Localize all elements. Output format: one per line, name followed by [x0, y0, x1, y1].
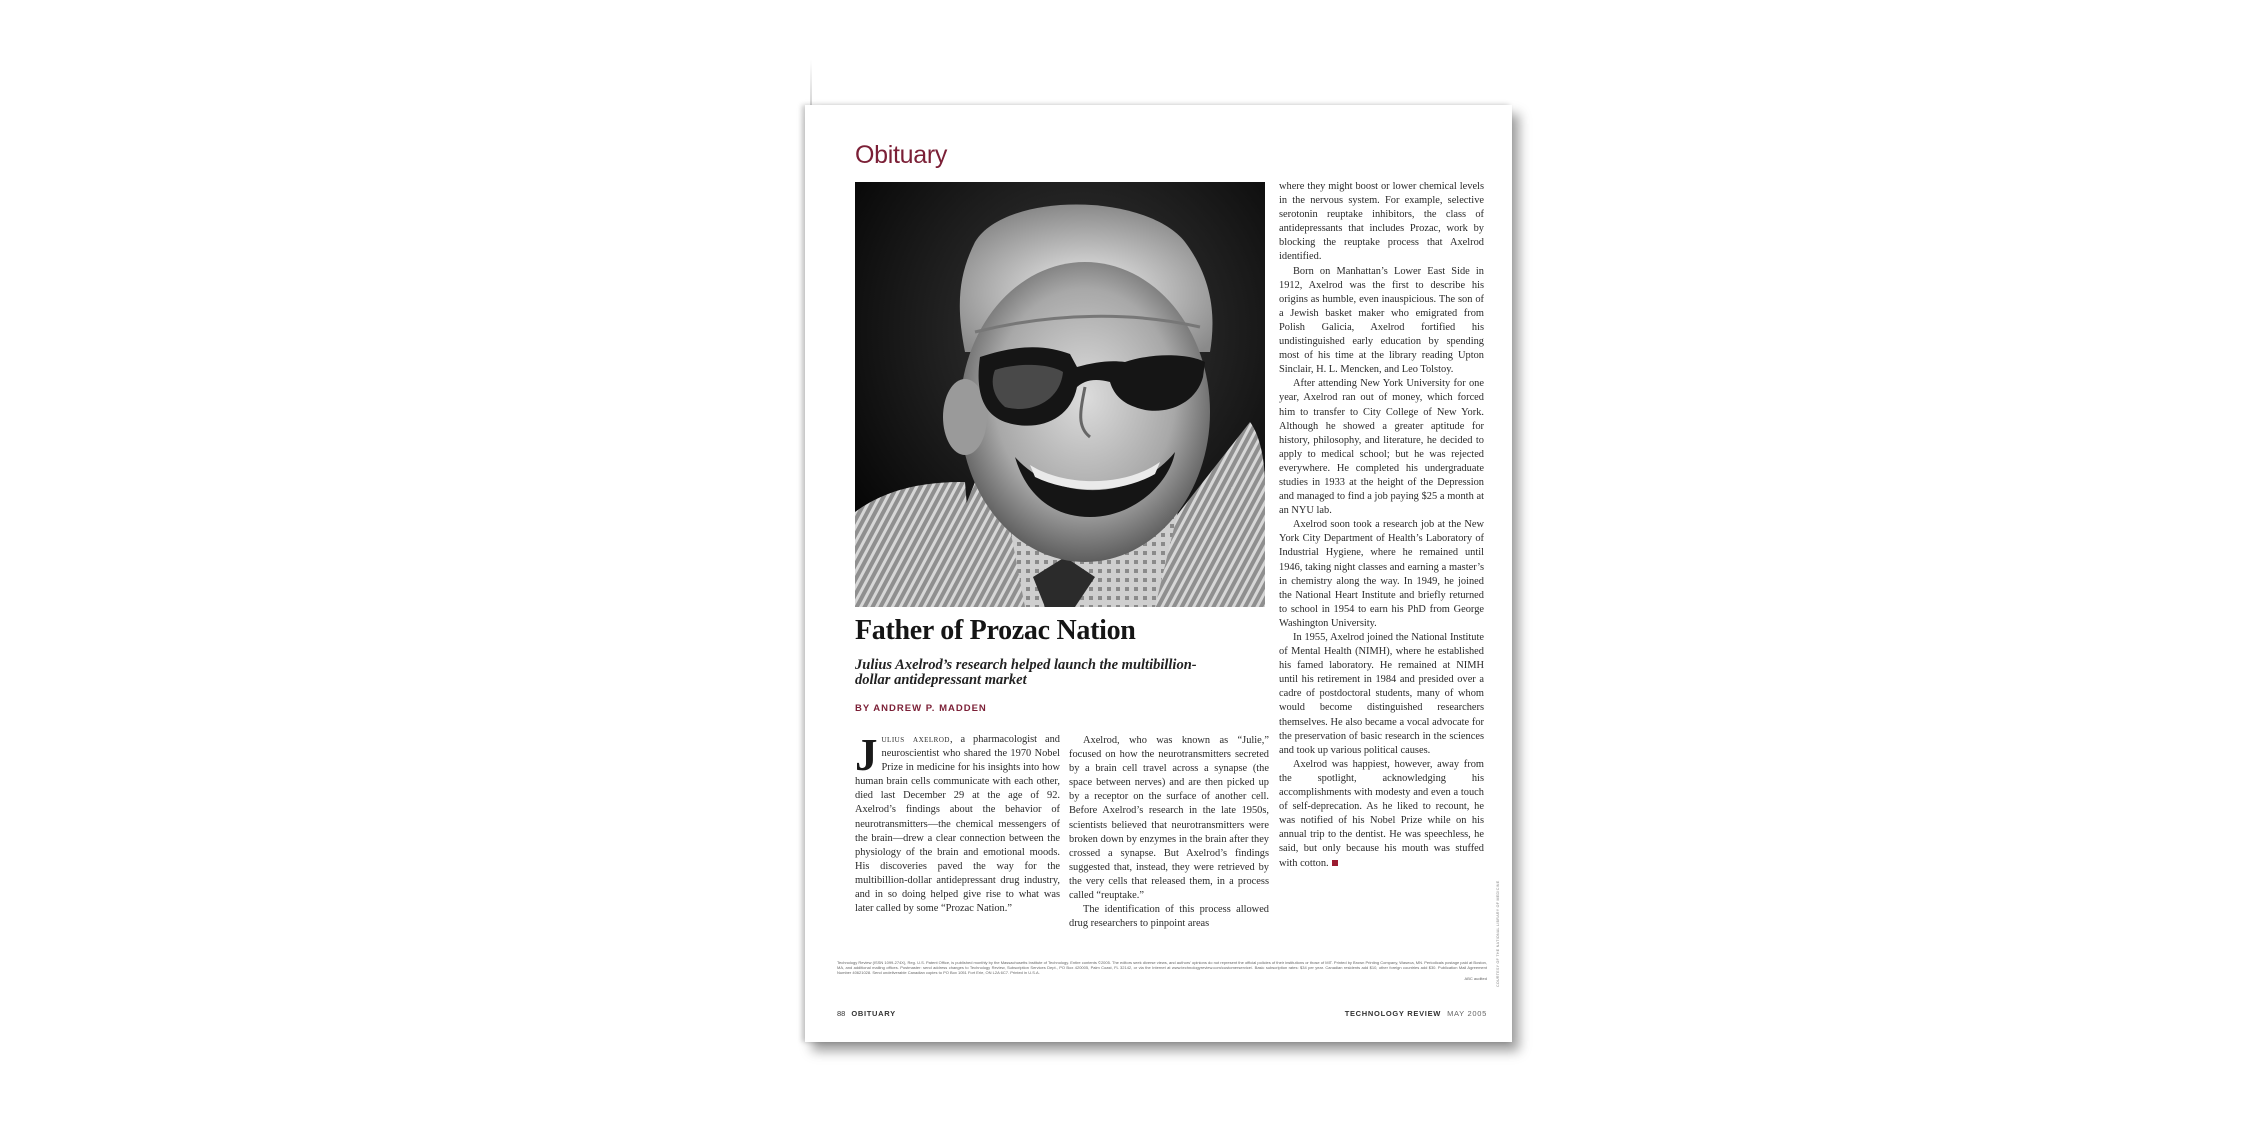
- footer-masthead: [1345, 1009, 1487, 1018]
- magazine-page: [805, 105, 1512, 1042]
- portrait-illustration: [855, 182, 1265, 607]
- folio: [837, 1009, 896, 1018]
- abc-audited: ABC audited: [1464, 975, 1487, 981]
- page-number: 88: [837, 1009, 846, 1018]
- section-label: Obituary: [855, 141, 948, 169]
- fine-print-text: Technology Review (ISSN 1099-274X), Reg. U.S. Patent Office, is published monthly by the Massachusetts Institute of Technology. Entire contents ©2005. The editors seek diverse views, and authors’ opinions do not represent the official policies of their institutions or those of MIT. Printed by Brown Printing Company, Waseca, MN. Periodicals postage paid at Boston, MA, and additional mailing offices. Postmaster: send address changes to Technology Review, Subscription Services Dept., PO Box 420005, Palm Coast, FL 32142, or via the Internet at www.technologyreview.com/customerservice/. Basic subscription rates: $34 per year. Canadian residents add $10, other foreign countries add $30. Publication Mail Agreement Number 40621028. Send undeliverable Canadian copies to PO Box 1051 Fort Erie, ON L2A 6C7. Printed in U.S.A.: [837, 960, 1487, 976]
- article-byline: BY ANDREW P. MADDEN: [855, 703, 987, 714]
- paragraph: Born on Manhattan’s Lower East Side in 1912, Axelrod was the first to describe his origins as humble, even inauspicious. The son of a Jewish basket maker who emigrated from Polish Galicia, Axelrod fortified his undistinguished early education by spending most of his time at the library reading Upton Sinclair, H. L. Mencken, and Leo Tolstoy.: [1279, 265, 1484, 376]
- paragraph: After attending New York University for one year, Axelrod ran out of money, which forced him to transfer to City College of New York. Although he showed a greater aptitude for history, philosophy, and literature, he decided to apply to medical school; but he was rejected everywhere. He completed his undergraduate studies in 1933 at the height of the Depression and managed to find a job paying $25 a month at an NYU lab.: [1279, 378, 1484, 517]
- footer-section: OBITUARY: [851, 1009, 896, 1018]
- lead-in: ulius axelrod: [881, 734, 950, 745]
- article-column-1: [855, 730, 1060, 916]
- paragraph: Axelrod soon took a research job at the New York City Department of Health’s Laboratory of Industrial Hygiene, where he remained until 1946, taking night classes and earning a master’s in chemistry along the way. In 1949, he joined the National Heart Institute and briefly returned to school in 1954 to earn his PhD from George Washington University.: [1279, 519, 1484, 629]
- paragraph: Axelrod, who was known as “Julie,” focused on how the neurotransmitters secreted by a brain cell travel across a synapse (the space between nerves) and are then picked up by a receptor on the surface of another cell. Before Axelrod’s research in the late 1950s, scientists believed that neurotransmitters were broken down by enzymes in the brain after they crossed a synapse. But Axelrod’s findings suggested that, instead, they were retrieved by the very cells that released them, in a process called “reuptake.”: [1069, 735, 1269, 902]
- publication-fine-print: [837, 960, 1487, 981]
- paragraph: where they might boost or lower chemical levels in the nervous system. For example, selective serotonin reuptake inhibitors, the class of antidepressants that includes Prozac, work by blocking the reuptake process that Axelrod identified.: [1279, 181, 1484, 263]
- paragraph: In 1955, Axelrod joined the National Institute of Mental Health (NIMH), where he established his famed laboratory. He remained at NIMH until his retirement in 1984 and presided over a cadre of postdoctoral students, many of whom would become distinguished researchers themselves. He also became a vocal advocate for the preservation of basic research in the sciences and took up various political causes.: [1279, 632, 1484, 756]
- page-footer: [837, 1009, 1487, 1021]
- article-photo: [855, 182, 1265, 607]
- article-column-3: [1279, 180, 1484, 871]
- paragraph: [855, 730, 1060, 916]
- end-mark-icon: [1332, 860, 1338, 866]
- paragraph-text: Axelrod was happiest, however, away from the spotlight, acknowledging his accomplishments with modesty and even a touch of self-deprecation. As he liked to recount, he was notified of his Nobel Prize while on his annual trip to the dentist. He was speechless, he said, but only because his mouth was stuffed with cotton.: [1279, 758, 1484, 869]
- article-column-2: [1069, 734, 1269, 931]
- photo-credit: COURTESY OF THE NATIONAL LIBRARY OF MEDICINE: [1496, 880, 1500, 987]
- issue-date: MAY 2005: [1447, 1009, 1487, 1018]
- article-headline: Father of Prozac Nation: [855, 615, 1136, 646]
- article-dek: Julius Axelrod’s research helped launch the multibillion-dollar antidepressant market: [855, 657, 1197, 688]
- publication-name: TECHNOLOGY REVIEW: [1344, 1009, 1442, 1018]
- page-edge-shadow: [810, 60, 812, 105]
- paragraph: [1279, 758, 1484, 871]
- paragraph-text: , a pharmacologist and neuroscientist who shared the 1970 Nobel Prize in medicine for his insights into how human brain cells communicate with each other, died last December 29 at the age of 92. Axelrod’s findings about the behavior of neurotransmitters—the chemical messengers of the brain—drew a clear connection between the physiology of the brain and emotional moods. His discoveries paved the way for the multibillion-dollar antidepressant drug industry, and in so doing helped give rise to what was later called by some “Prozac Nation.”: [855, 734, 1060, 915]
- paragraph: The identification of this process allowed drug researchers to pinpoint areas: [1069, 904, 1269, 930]
- drop-cap: J: [855, 730, 878, 780]
